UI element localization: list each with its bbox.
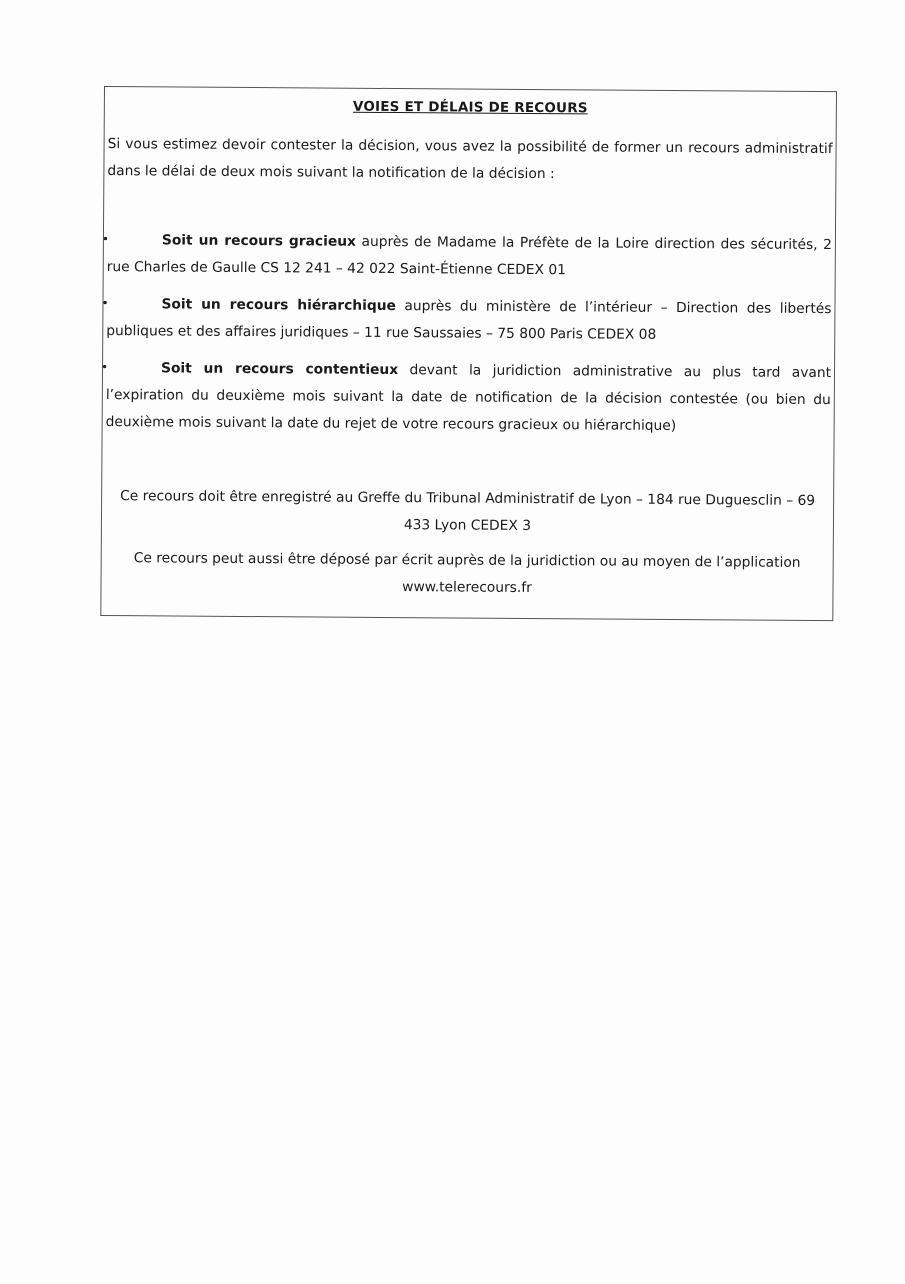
bullet-bold-label: Soit un recours gracieux bbox=[161, 232, 357, 250]
registry-note: Ce recours doit être enregistré au Greffe du Tribunal Administratif de Lyon – 184 rue Duguesclin – 69 433 Lyon CEDEX 3 bbox=[120, 488, 816, 534]
bullet-text bbox=[100, 355, 832, 441]
bullet-icon: • bbox=[101, 231, 110, 247]
bullet-body: auprès du ministère de l’intérieur – Direction des libertés publiques et des affaires juridiques – 11 rue Saussaies – 75 800 Paris CEDEX 08 bbox=[106, 298, 832, 343]
bullet-body: devant la juridiction administrative au plus tard avant l’expiration du deuxième mois suivant la date de notification de la décision contestée (ou bien du deuxième mois suivant la date du rejet de votre recours gracieux ou hiérarchique) bbox=[105, 362, 832, 435]
bullet-icon: • bbox=[101, 295, 109, 311]
telerecours-note: Ce recours peut aussi être déposé par écrit auprès de la juridiction ou au moyen de l’application www.telerecours.fr bbox=[133, 550, 801, 596]
section-title: VOIES ET DÉLAIS DE RECOURS bbox=[352, 98, 588, 117]
bullet-item-contentieux bbox=[100, 355, 832, 441]
bullet-body: auprès de Madame la Préfète de la Loire direction des sécurités, 2 rue Charles de Gaulle CS 12 241 – 42 022 Saint-Étienne CEDEX 01 bbox=[106, 233, 832, 279]
bullet-icon: • bbox=[100, 359, 109, 375]
bullet-item-hierarchique bbox=[103, 291, 831, 350]
bullet-text bbox=[103, 291, 831, 350]
appeal-info-box bbox=[100, 86, 837, 621]
bullet-bold-label: Soit un recours hiérarchique bbox=[161, 296, 396, 315]
bullet-bold-label: Soit un recours contentieux bbox=[160, 360, 399, 379]
bullet-item-gracieux bbox=[101, 227, 832, 286]
intro-paragraph: Si vous estimez devoir contester la décision, vous avez la possibilité de former un recours administratif dans le délai de deux mois suivant la notification de la décision : bbox=[107, 136, 833, 183]
bullet-text bbox=[101, 227, 832, 286]
